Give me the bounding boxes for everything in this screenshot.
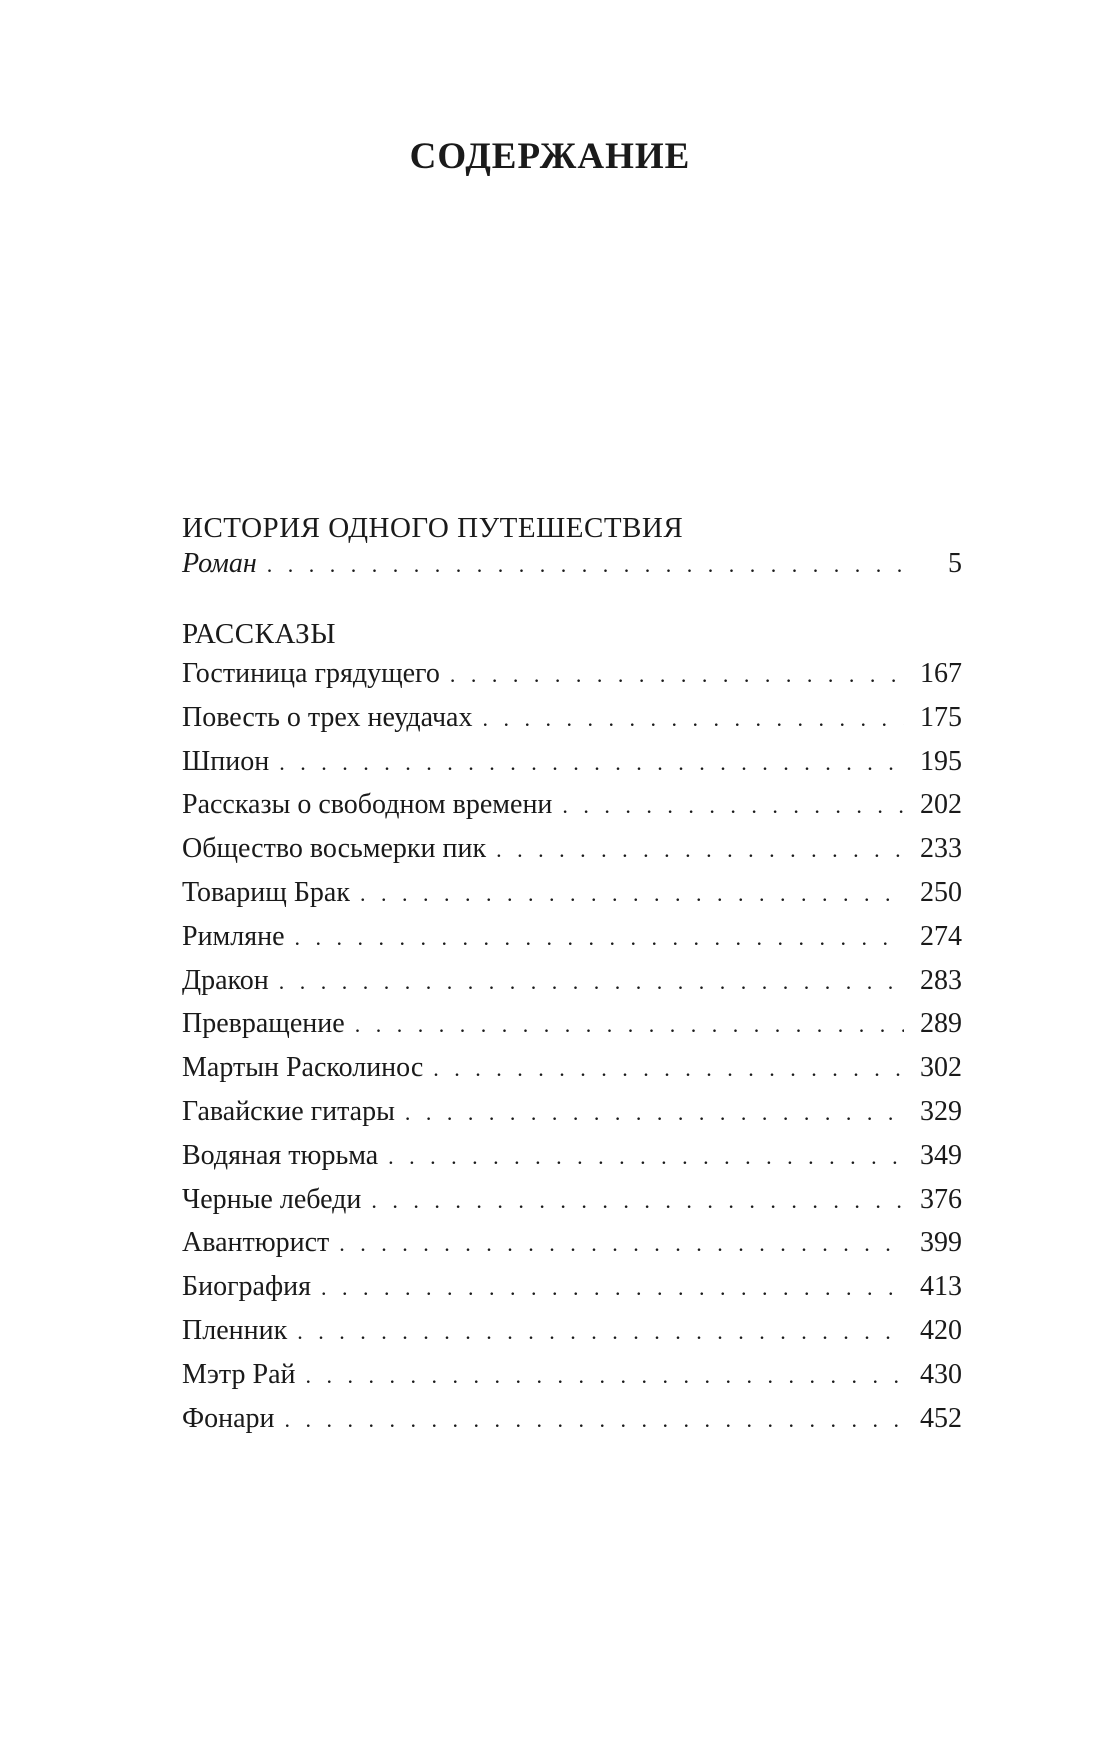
toc-entry[interactable] [182,1397,962,1441]
toc-entry[interactable] [182,871,962,915]
section-heading-stories: РАССКАЗЫ [182,618,336,650]
dot-leader [405,1091,904,1135]
toc-entry[interactable] [182,1309,962,1353]
dot-leader [483,697,905,741]
toc-entry-label: Дракон [182,964,269,996]
toc-entry-label: Фонари [182,1402,275,1434]
toc-entry-label: Мэтр Рай [182,1358,296,1390]
dot-leader [297,1310,904,1354]
page-title: СОДЕРЖАНИЕ [409,136,691,177]
dot-leader [371,1179,904,1223]
toc-entry[interactable] [182,652,962,696]
dot-leader [355,1003,904,1047]
toc-entry-page: 5 [948,548,962,579]
toc-entry-label: Превращение [182,1008,345,1040]
toc-entry[interactable] [182,959,962,1003]
toc-entry[interactable] [182,827,962,871]
toc-entry-page: 274 [920,920,962,952]
toc-entry[interactable] [182,1221,962,1265]
toc-entry-label: Общество восьмерки пик [182,833,487,865]
toc-entry-page: 167 [920,658,962,689]
dot-leader [562,784,904,828]
dot-leader [279,960,904,1004]
toc-entry-label: Мартын Расколинос [182,1052,424,1084]
dot-leader [279,741,904,785]
toc-entry-label: Повесть о трех неудачах [182,701,473,733]
toc-entry[interactable] [182,1134,962,1178]
dot-leader [450,653,904,697]
toc-entry[interactable] [182,783,962,827]
toc-entry[interactable] [182,1265,962,1309]
toc-entry-page: 399 [920,1227,962,1259]
dot-leader [321,1266,904,1310]
toc-entry-label: Водяная тюрьма [182,1139,379,1171]
toc-entry-page: 233 [920,833,962,865]
toc-entry-label: Шпион [182,745,270,777]
dot-leader [339,1222,904,1266]
toc-entry-page: 202 [920,789,962,821]
table-of-contents [182,510,962,1440]
toc-entry-page: 376 [920,1183,962,1215]
toc-entry-label: Римляне [182,920,285,952]
toc-entry[interactable] [182,696,962,740]
toc-entry-label: Биография [182,1271,311,1303]
toc-entry-label: Гостиница грядущего [182,658,440,689]
dot-leader [285,1398,904,1442]
toc-entry-page: 302 [920,1052,962,1084]
dot-leader [388,1135,904,1179]
toc-entry-page: 329 [920,1095,962,1127]
toc-entry-page: 349 [920,1139,962,1171]
dot-leader [295,916,904,960]
toc-entry-page: 430 [920,1358,962,1390]
dot-leader [267,547,904,583]
toc-entry-label: Пленник [182,1314,288,1346]
section-heading-novel: ИСТОРИЯ ОДНОГО ПУТЕШЕСТВИЯ [182,512,684,544]
toc-entry-label: Товарищ Брак [182,876,350,908]
toc-entry[interactable] [182,1046,962,1090]
dot-leader [360,872,904,916]
stories-list [182,652,962,1440]
toc-entry[interactable] [182,740,962,784]
toc-entry-page: 452 [920,1402,962,1434]
toc-entry-label: Черные лебеди [182,1183,362,1215]
toc-entry-label: Рассказы о свободном времени [182,789,553,821]
toc-entry-page: 420 [920,1314,962,1346]
toc-entry-label: Роман [182,548,257,579]
toc-entry-label: Авантюрист [182,1227,330,1259]
toc-entry[interactable] [182,1002,962,1046]
toc-entry-page: 413 [920,1271,962,1303]
toc-entry-novel[interactable] [182,546,962,582]
dot-leader [433,1047,904,1091]
toc-entry-page: 250 [920,876,962,908]
toc-entry-page: 283 [920,964,962,996]
toc-entry-page: 175 [920,701,962,733]
toc-entry[interactable] [182,1353,962,1397]
toc-entry-label: Гавайские гитары [182,1095,395,1127]
toc-entry[interactable] [182,1178,962,1222]
toc-entry[interactable] [182,915,962,959]
toc-entry[interactable] [182,1090,962,1134]
toc-entry-page: 195 [920,745,962,777]
toc-entry-page: 289 [920,1008,962,1040]
dot-leader [305,1354,904,1398]
dot-leader [496,828,904,872]
